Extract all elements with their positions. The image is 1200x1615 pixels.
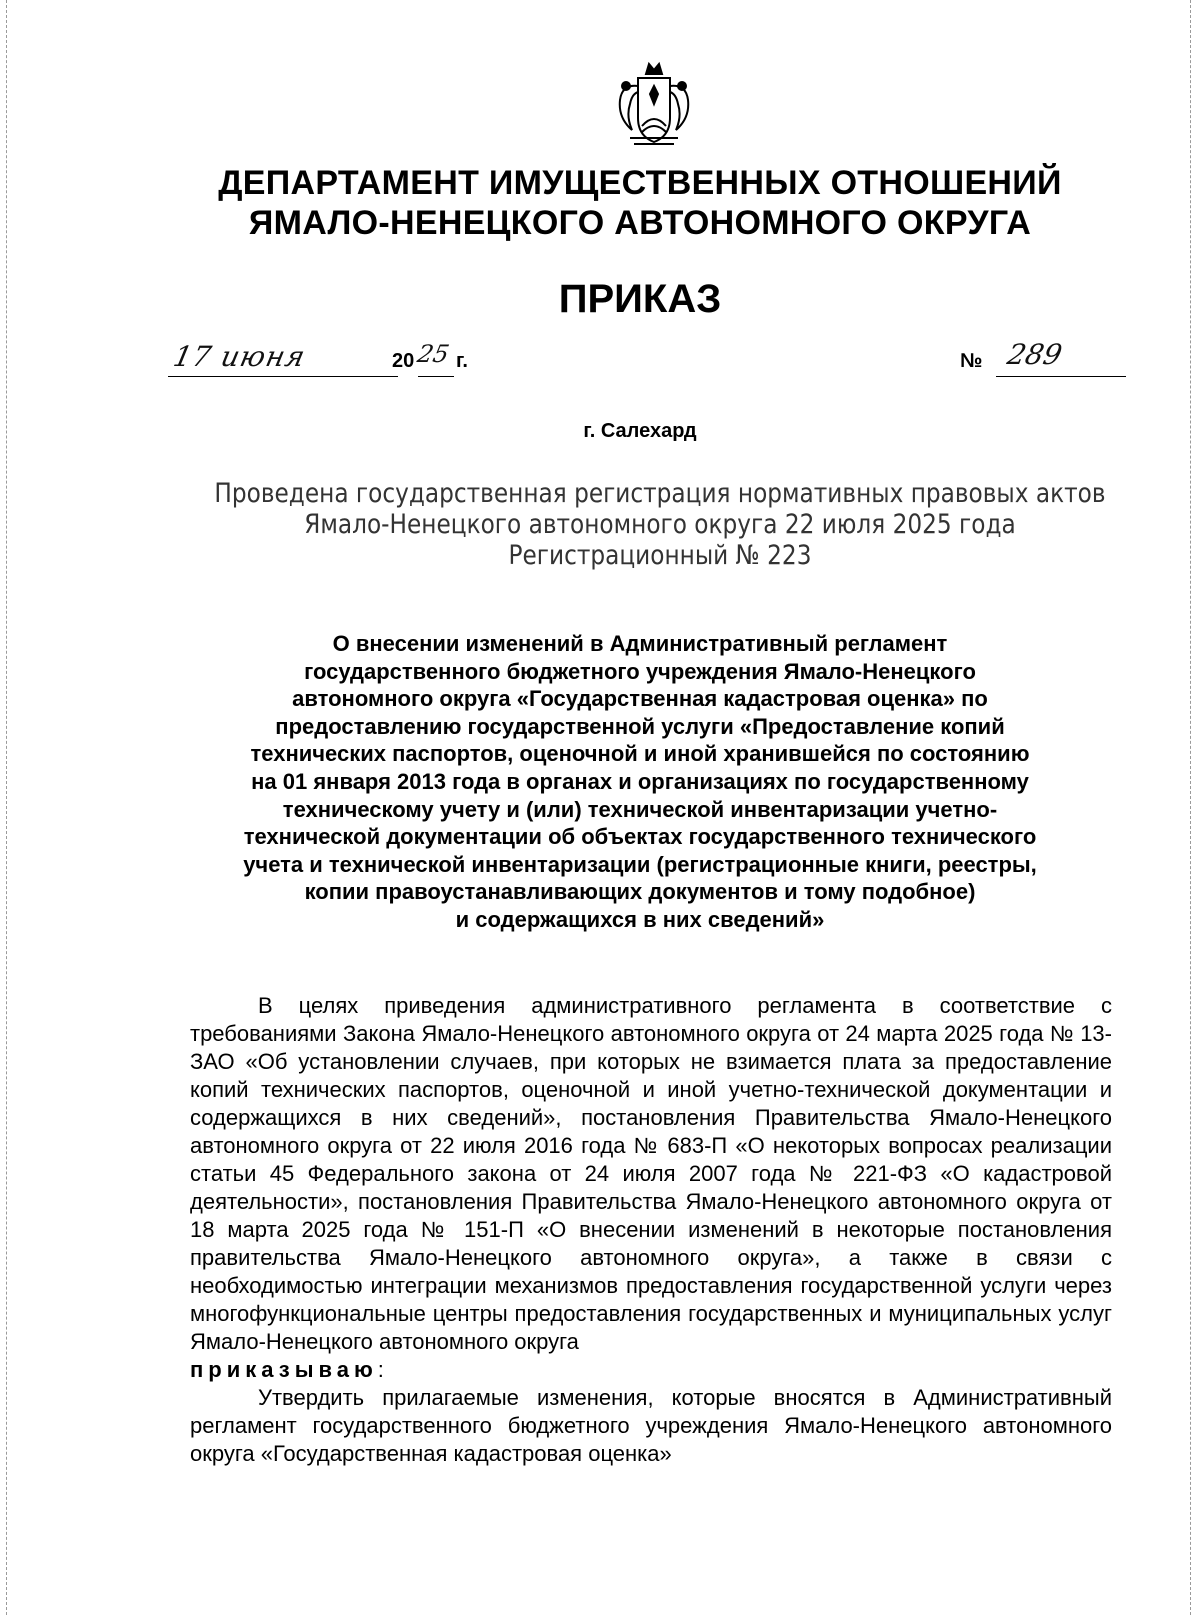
handwritten-number: 289 bbox=[1004, 338, 1065, 371]
subject-line: техническому учету и (или) технической инвентаризации учетно- bbox=[282, 796, 998, 822]
subject-line: на 01 января 2013 года в органах и организациях по государственному bbox=[251, 768, 1029, 794]
subject-line: О внесении изменений в Административный регламент bbox=[332, 631, 948, 656]
date-field bbox=[168, 340, 398, 377]
year-field bbox=[415, 340, 454, 377]
city-label: г. Салехард bbox=[583, 420, 697, 442]
number-sign: № bbox=[960, 350, 983, 372]
page-edge-left bbox=[6, 0, 7, 1615]
page-edge-right bbox=[1190, 0, 1191, 1615]
handwritten-year: 25 bbox=[415, 340, 452, 368]
subject-line: автономного округа «Государственная кадастровая оценка» по bbox=[292, 686, 988, 712]
subject-line: технической документации об объектах государственного технического bbox=[243, 824, 1037, 850]
department-name-line2: ЯМАЛО-НЕНЕЦКОГО АВТОНОМНОГО ОКРУГА bbox=[248, 204, 1032, 242]
document-type-title: ПРИКАЗ bbox=[558, 277, 722, 321]
year-prefix: 20 bbox=[392, 350, 415, 372]
subject-line: и содержащихся в них сведений» bbox=[455, 906, 825, 932]
order-body bbox=[190, 992, 1112, 1468]
number-field bbox=[996, 338, 1126, 377]
registration-stamp-line3: Регистрационный № 223 bbox=[508, 540, 812, 571]
preamble-paragraph bbox=[190, 992, 1112, 1384]
preamble-text: В целях приведения административного регламента в соответствие с требованиями Закона Ямало-Ненецкого автономного округа от 24 марта 2025 года № 13-ЗАО «Об установлении случаев, при которых не взимается плата за предоставление копий технических паспортов, оценочной и иной учетно-технической документации и содержащихся в них сведений», постановления Правительства Ямало-Ненецкого автономного округа от 22 июля 2016 года № 683-П «О некоторых вопросах реализации статьи 45 Федерального закона от 24 июля 2007 года № 221-ФЗ «О кадастровой деятельности», постановления Правительства Ямало-Ненецкого автономного округа от 18 марта 2025 года № 151-П «О внесении изменений в некоторые постановления правительства Ямало-Ненецкого автономного округа», а также в связи с необходимостью интеграции механизмов предоставления государственной услуги через многофункциональные центры предоставления государственных и муниципальных услуг Ямало-Ненецкого автономного округа bbox=[190, 993, 1112, 1354]
handwritten-date: 17 июня bbox=[170, 340, 309, 373]
subject-line: предоставлению государственной услуги «Предоставление копий bbox=[275, 713, 1005, 739]
order-subject bbox=[190, 630, 1090, 934]
department-name bbox=[160, 163, 1120, 243]
coat-of-arms-emblem bbox=[612, 56, 696, 152]
registration-stamp bbox=[213, 478, 1107, 571]
year-suffix: г. bbox=[456, 350, 468, 372]
subject-line: копии правоустанавливающих документов и тому подобное) bbox=[304, 879, 976, 905]
registration-stamp-line1: Проведена государственная регистрация нормативных правовых актов bbox=[214, 478, 1106, 509]
registration-stamp-line2: Ямало-Ненецкого автономного округа 22 июля 2025 года bbox=[304, 509, 1016, 540]
subject-line: технических паспортов, оценочной и иной хранившейся по состоянию bbox=[250, 741, 1030, 767]
subject-line: государственного бюджетного учреждения Ямало-Ненецкого bbox=[304, 658, 976, 684]
order-word: приказываю bbox=[190, 1357, 378, 1382]
subject-line: учета и технической инвентаризации (регистрационные книги, реестры, bbox=[243, 851, 1037, 877]
department-name-line1: ДЕПАРТАМЕНТ ИМУЩЕСТВЕННЫХ ОТНОШЕНИЙ bbox=[218, 164, 1062, 202]
approval-paragraph: Утвердить прилагаемые изменения, которые вносятся в Административный регламент государственного бюджетного учреждения Ямало-Ненецкого автономного округа «Государственная кадастровая оценка» bbox=[190, 1385, 1112, 1466]
order-colon: : bbox=[377, 1357, 384, 1382]
